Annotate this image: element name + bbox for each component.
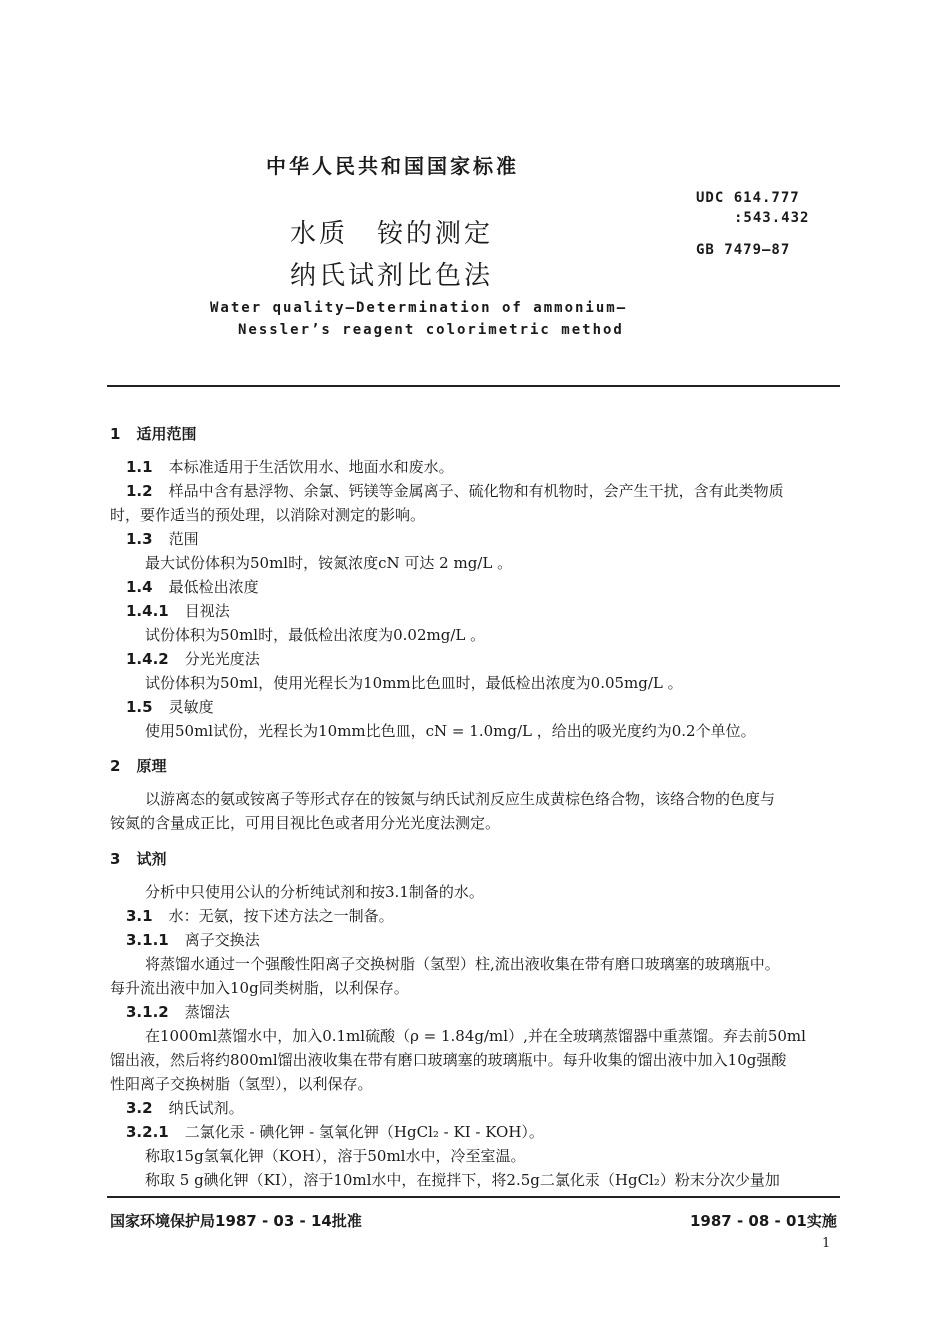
clause-title: 最低检出浓度	[168, 578, 259, 596]
clause-3-2-1-text-line3: 称取 5 g碘化钾（KI），溶于10ml水中，在搅拌下，将2.5g二氯化汞（HgCl₂）粉末分次少量加	[145, 1171, 780, 1189]
clause-title: 分光光度法	[184, 650, 260, 668]
clause-1-5-text: 使用50ml试份，光程长为10mm比色皿，cN = 1.0mg/L ，给出的吸光度约为0.2个单位。	[145, 722, 756, 740]
section-number: 3	[110, 850, 121, 868]
clause-text: 本标准适用于生活饮用水、地面水和废水。	[168, 458, 454, 476]
clause-3-2	[126, 1097, 244, 1118]
section-title: 试剂	[136, 850, 167, 868]
clause-1-3	[126, 528, 199, 549]
clause-number: 1.3	[126, 530, 153, 548]
section-3-text: 分析中只使用公认的分析纯试剂和按3.1制备的水。	[145, 883, 484, 901]
clause-1-2	[126, 480, 784, 501]
clause-number: 1.1	[126, 458, 153, 476]
clause-text: 样品中含有悬浮物、余氯、钙镁等金属离子、硫化物和有机物时，会产生干扰，含有此类物质	[168, 482, 784, 500]
clause-number: 1.4.2	[126, 650, 169, 668]
clause-3-2-1	[126, 1121, 544, 1142]
document-title-line2: 纳氏试剂比色法	[290, 261, 494, 291]
approval-date: 国家环境保护局1987 - 03 - 14批准	[110, 1212, 362, 1230]
clause-3-1-2-text-line3: 性阳离子交换树脂（氢型），以利保存。	[110, 1075, 373, 1093]
clause-number: 3.1.1	[126, 931, 169, 949]
implementation-date: 1987 - 08 - 01实施	[690, 1212, 837, 1230]
section-3-heading	[110, 848, 166, 869]
english-title-line1: Water quality—Determination of ammonium—	[210, 300, 628, 316]
clause-1-4-2-text: 试份体积为50ml，使用光程长为10mm比色皿时，最低检出浓度为0.05mg/L 。	[145, 674, 683, 692]
section-2-heading	[110, 755, 166, 776]
clause-1-3-text: 最大试份体积为50ml时，铵氮浓度cN 可达 2 mg/L 。	[145, 554, 513, 572]
clause-text: 水：无氨，按下述方法之一制备。	[168, 907, 394, 925]
clause-3-1-2	[126, 1001, 230, 1022]
clause-title: 离子交换法	[184, 931, 260, 949]
udc-code-line1: UDC 614.777	[696, 190, 800, 206]
clause-3-1	[126, 905, 394, 926]
clause-number: 3.1	[126, 907, 153, 925]
clause-number: 1.4	[126, 578, 153, 596]
section-title: 原理	[136, 757, 167, 775]
section-2-text-line1: 以游离态的氨或铵离子等形式存在的铵氮与纳氏试剂反应生成黄棕色络合物，该络合物的色度与	[145, 790, 776, 808]
clause-text: 纳氏试剂。	[168, 1099, 244, 1117]
clause-number: 1.5	[126, 698, 153, 716]
clause-title: 范围	[168, 530, 199, 548]
national-standard-heading: 中华人民共和国国家标准	[266, 154, 519, 178]
clause-number: 3.2.1	[126, 1123, 169, 1141]
clause-3-2-1-text-line2: 称取15g氢氧化钾（KOH），溶于50ml水中，冷至室温。	[145, 1147, 526, 1165]
clause-3-1-1-text-line1: 将蒸馏水通过一个强酸性阳离子交换树脂（氢型）柱,流出液收集在带有磨口玻璃塞的玻璃瓶中。	[145, 955, 780, 973]
section-2-text-line2: 铵氮的含量成正比，可用目视比色或者用分光光度法测定。	[110, 814, 501, 832]
clause-1-4-1	[126, 600, 230, 621]
clause-title: 蒸馏法	[184, 1003, 230, 1021]
section-title: 适用范围	[136, 425, 197, 443]
clause-title: 目视法	[184, 602, 230, 620]
gb-standard-number: GB 7479—87	[696, 242, 791, 258]
clause-number: 1.4.1	[126, 602, 169, 620]
clause-3-1-2-text-line1: 在1000ml蒸馏水中，加入0.1ml硫酸（ρ = 1.84g/ml）,并在全玻璃蒸馏器中重蒸馏。弃去前50ml	[145, 1027, 806, 1045]
footer-divider	[107, 1196, 840, 1198]
clause-number: 3.2	[126, 1099, 153, 1117]
clause-3-1-1	[126, 929, 260, 950]
clause-1-5	[126, 696, 214, 717]
clause-1-4-2	[126, 648, 260, 669]
clause-number: 3.1.2	[126, 1003, 169, 1021]
section-number: 1	[110, 425, 121, 443]
document-title-line1: 水质 铵的测定	[290, 219, 494, 249]
clause-1-4	[126, 576, 259, 597]
clause-1-1	[126, 456, 454, 477]
clause-number: 1.2	[126, 482, 153, 500]
clause-text: 二氯化汞 - 碘化钾 - 氢氧化钾（HgCl₂ - KI - KOH）。	[184, 1123, 544, 1141]
clause-1-4-1-text: 试份体积为50ml时，最低检出浓度为0.02mg/L 。	[145, 626, 486, 644]
section-1-heading	[110, 423, 196, 444]
clause-1-2-continued: 时，要作适当的预处理，以消除对测定的影响。	[110, 506, 426, 524]
udc-code-line2: :543.432	[734, 210, 810, 226]
clause-title: 灵敏度	[168, 698, 214, 716]
clause-3-1-1-text-line2: 每升流出液中加入10g同类树脂，以利保存。	[110, 979, 409, 997]
english-title-line2: Nessler’s reagent colorimetric method	[238, 322, 624, 338]
page-number: 1	[822, 1236, 831, 1251]
header-divider	[107, 385, 840, 387]
clause-3-1-2-text-line2: 馏出液，然后将约800ml馏出液收集在带有磨口玻璃塞的玻璃瓶中。每升收集的馏出液中加入10g强酸	[110, 1051, 787, 1069]
section-number: 2	[110, 757, 121, 775]
